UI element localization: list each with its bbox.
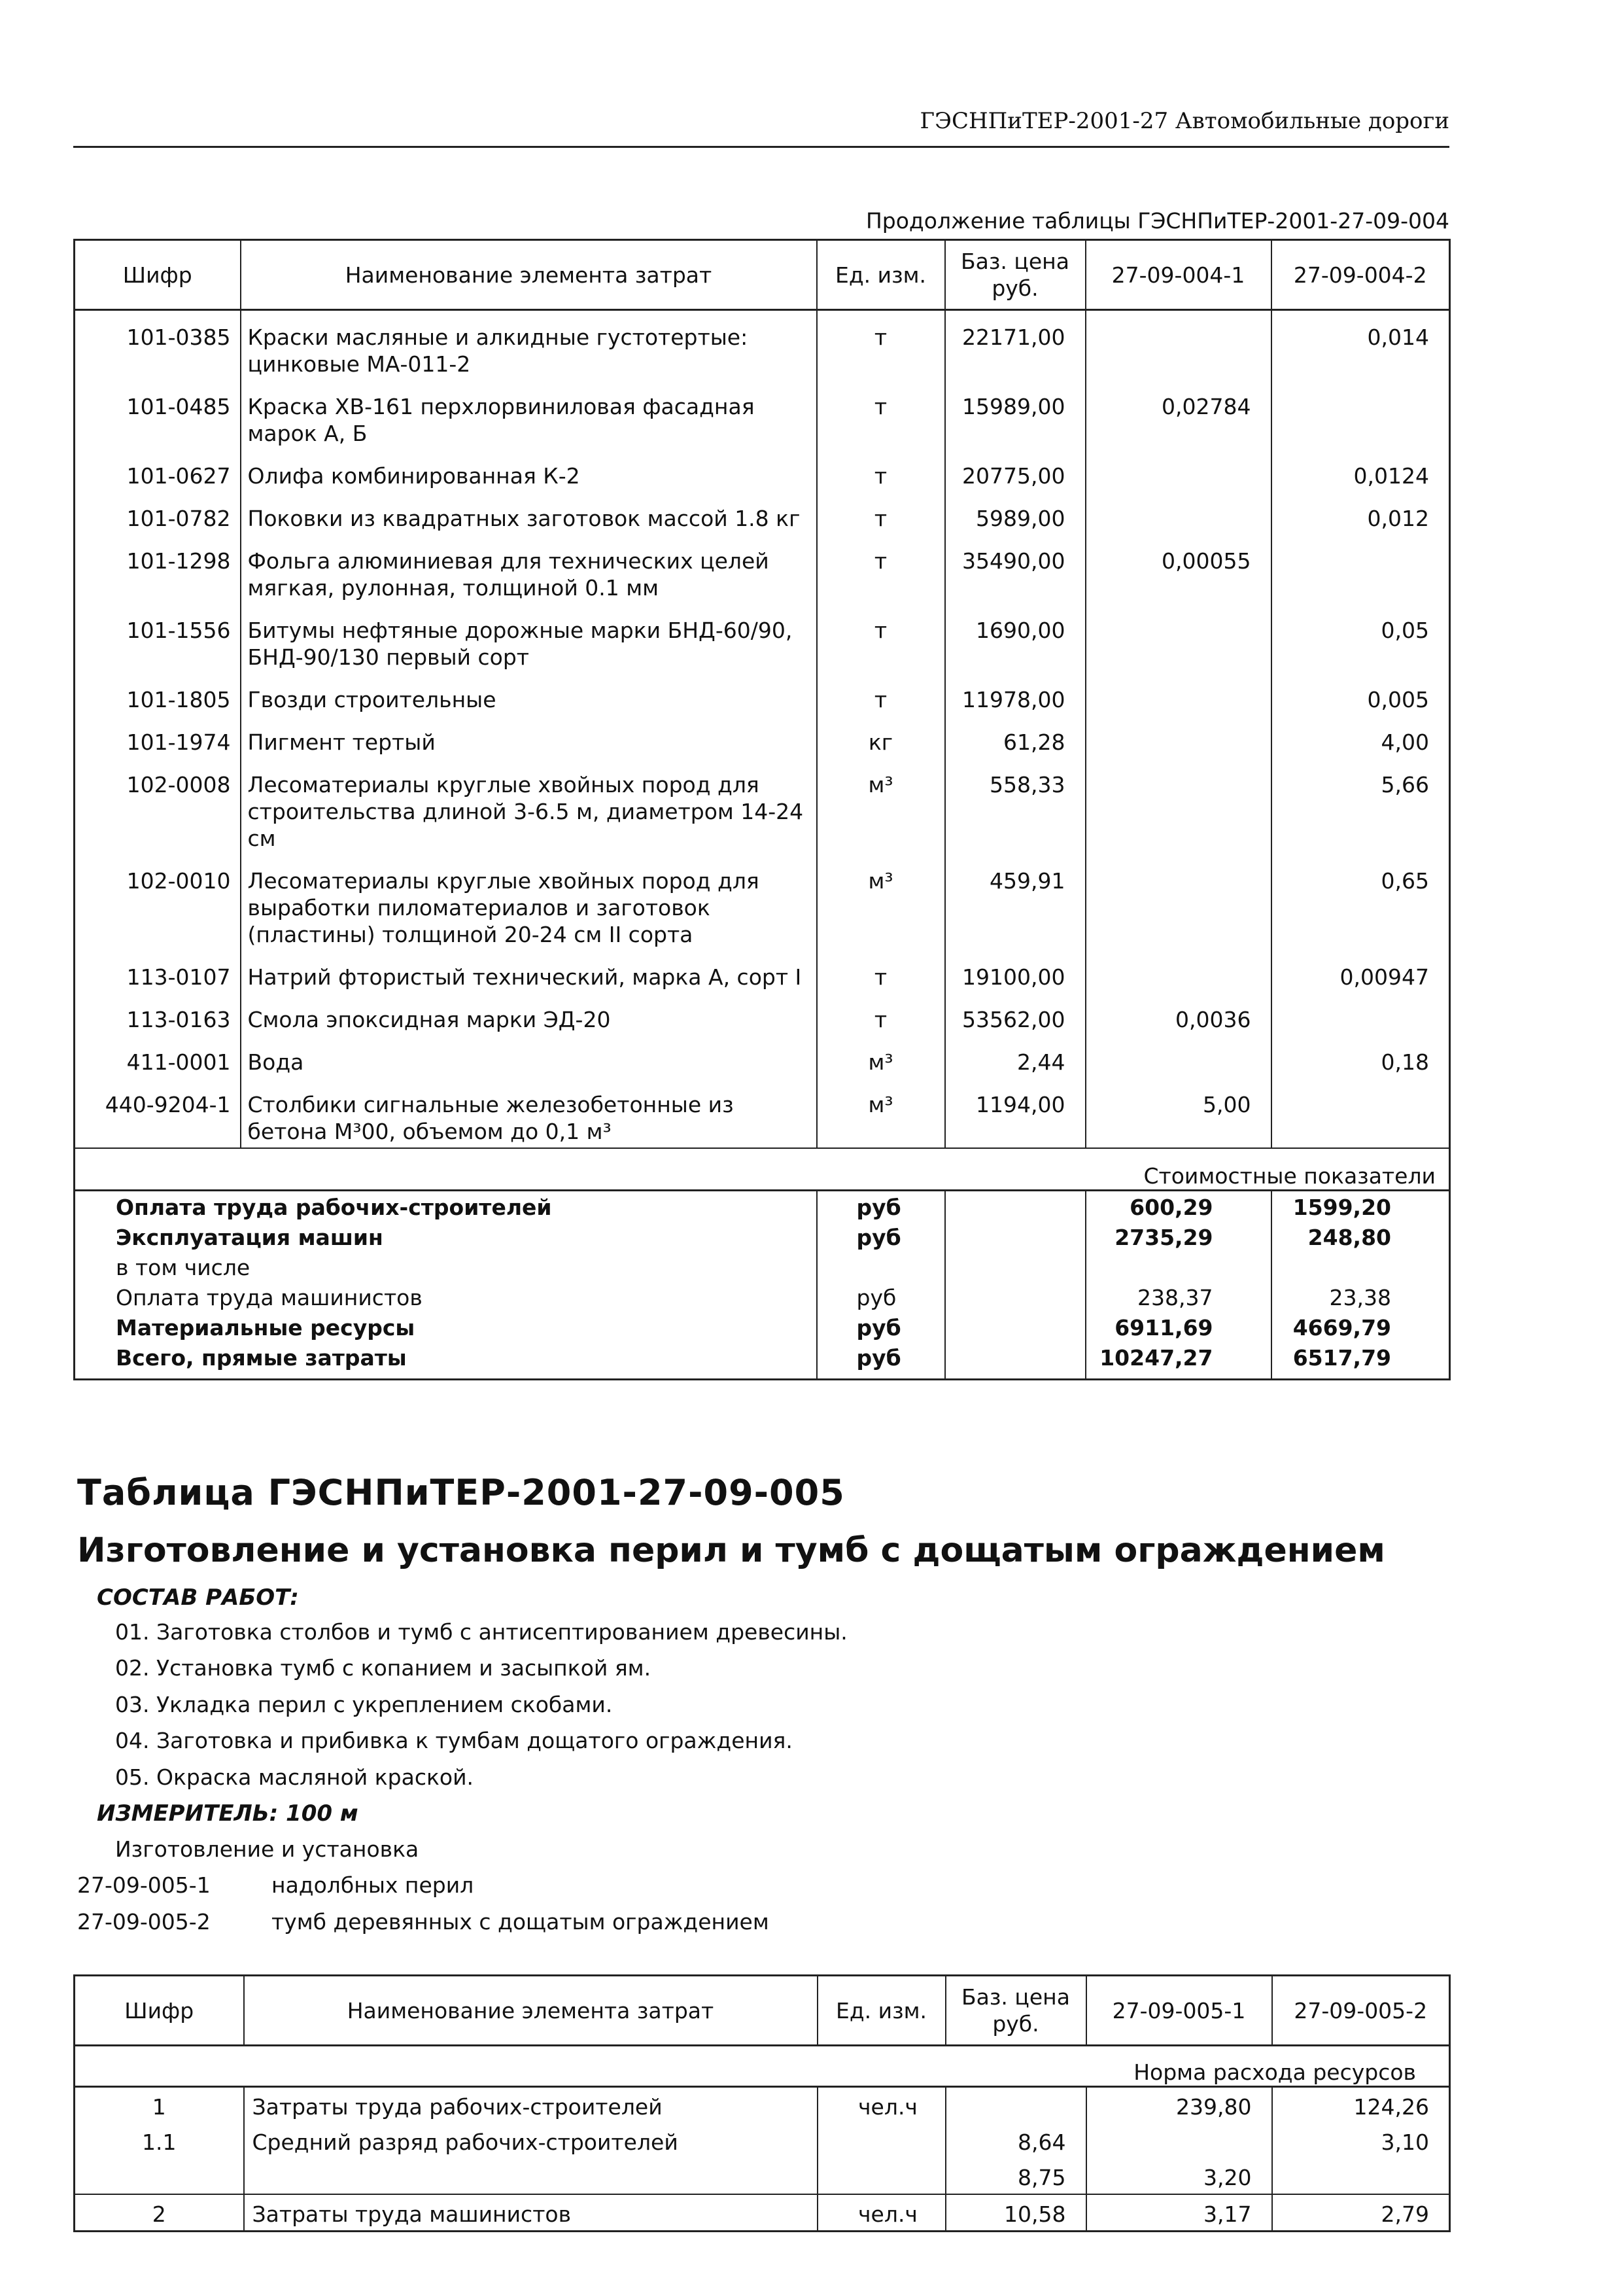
- resource-name: Лесоматериалы круглые хвойных пород для строительства длиной 3-6.5 м, диаметром 14-24 см: [241, 758, 817, 854]
- summary-row: [75, 1253, 1450, 1283]
- summary-caption: Стоимостные показатели: [75, 1148, 1450, 1191]
- summary-price-empty: [945, 1253, 1086, 1283]
- table-row: [75, 758, 1450, 854]
- resource-code: 101-1556: [126, 618, 231, 643]
- norm-value-2: 0,012: [1271, 492, 1450, 534]
- unit-of-measure: [818, 2123, 946, 2158]
- column-header: 27-09-004-2: [1271, 240, 1450, 310]
- norm-value-2: [1271, 534, 1450, 604]
- summary-caption-row: [75, 1148, 1450, 1191]
- column-header: Шифр: [75, 240, 241, 310]
- summary-value-2: 1599,20: [1271, 1191, 1450, 1223]
- resource-code: 113-0163: [126, 1007, 231, 1032]
- norm-value-1: 0,00055: [1086, 534, 1271, 604]
- resource-code: 101-0627: [126, 463, 231, 489]
- column-header: 27-09-005-2: [1272, 1976, 1450, 2046]
- work-item: 04. Заготовка и прибивка к тумбам дощатого ограждения.: [115, 1728, 793, 1753]
- unit-of-measure: т: [817, 310, 945, 381]
- works-label: СОСТАВ РАБОТ:: [97, 1585, 299, 1611]
- resource-code: 101-1974: [126, 729, 231, 755]
- item-code: 27-09-005-2: [77, 1909, 211, 1935]
- work-item: 05. Окраска масляной краской.: [115, 1764, 474, 1790]
- resource-name: Краска ХВ-161 перхлорвиниловая фасадная марок А, Б: [241, 380, 817, 449]
- column-header: 27-09-005-1: [1086, 1976, 1272, 2046]
- base-price: 459,91: [945, 854, 1086, 951]
- table-row: [75, 492, 1450, 534]
- resource-name: [244, 2158, 818, 2194]
- base-price: 1194,00: [945, 1078, 1086, 1148]
- summary-value-2: 248,80: [1271, 1223, 1450, 1253]
- column-header: Ед. изм.: [817, 240, 945, 310]
- item-text: тумб деревянных с дощатым ограждением: [271, 1909, 769, 1935]
- norm-value-1: [1086, 2123, 1272, 2158]
- resource-name: Пигмент тертый: [241, 716, 817, 758]
- summary-price-empty: [945, 1223, 1086, 1253]
- meter-description: Изготовление и установка: [115, 1836, 419, 1862]
- norm-value-2: 124,26: [1272, 2087, 1450, 2124]
- resource-code: [75, 2158, 244, 2194]
- column-header: Наименование элемента затрат: [241, 240, 817, 310]
- summary-unit: руб: [817, 1313, 945, 1343]
- summary-price-empty: [945, 1283, 1086, 1313]
- table-row: [75, 993, 1450, 1036]
- summary-name: Оплата труда рабочих-строителей: [116, 1195, 552, 1220]
- norm-value-2: 0,00947: [1271, 951, 1450, 993]
- summary-unit: руб: [817, 1223, 945, 1253]
- column-header: Шифр: [75, 1976, 244, 2046]
- base-price: 15989,00: [945, 380, 1086, 449]
- column-header: Ед. изм.: [818, 1976, 946, 2046]
- unit-of-measure: м³: [817, 854, 945, 951]
- running-header: ГЭСНПиТЕР-2001-27 Автомобильные дороги: [920, 108, 1449, 134]
- table-row: [75, 310, 1450, 381]
- resource-code: 101-0385: [126, 324, 231, 350]
- summary-value-2: 6517,79: [1271, 1343, 1450, 1380]
- unit-of-measure: м³: [817, 1078, 945, 1148]
- section-subtitle: Изготовление и установка перил и тумб с дощатым ограждением: [77, 1531, 1385, 1570]
- summary-row: [75, 1191, 1450, 1223]
- column-header: Наименование элемента затрат: [244, 1976, 818, 2046]
- norm-value-1: 0,0036: [1086, 993, 1271, 1036]
- resource-table-005: [73, 1974, 1451, 2232]
- base-price: 22171,00: [945, 310, 1086, 381]
- norm-value-1: [1086, 1036, 1271, 1078]
- summary-row: [75, 1313, 1450, 1343]
- resource-code: 102-0010: [126, 868, 231, 894]
- unit-of-measure: т: [817, 534, 945, 604]
- base-price: 8,75: [946, 2158, 1086, 2194]
- summary-name: Всего, прямые затраты: [75, 1343, 817, 1380]
- summary-value-1: 600,29: [1086, 1191, 1271, 1223]
- base-price: 11978,00: [945, 673, 1086, 716]
- meter-label: ИЗМЕРИТЕЛЬ: 100 м: [97, 1800, 358, 1827]
- base-price: 10,58: [946, 2194, 1086, 2232]
- section-title: Таблица ГЭСНПиТЕР-2001-27-09-005: [77, 1472, 845, 1513]
- table-row: [75, 380, 1450, 449]
- item-text: надолбных перил: [271, 1872, 474, 1898]
- resource-name: Затраты труда рабочих-строителей: [244, 2087, 818, 2124]
- resource-code: 2: [75, 2194, 244, 2232]
- norm-value-2: 0,014: [1271, 310, 1450, 381]
- norm-value-1: [1086, 854, 1271, 951]
- summary-value-1: 238,37: [1086, 1283, 1271, 1313]
- resource-table-004: [73, 239, 1451, 1380]
- base-price: [946, 2087, 1086, 2124]
- resource-code: 101-1298: [126, 548, 231, 574]
- header-rule: [73, 146, 1449, 148]
- norm-value-1: [1086, 758, 1271, 854]
- norm-caption-row: [75, 2046, 1450, 2087]
- unit-of-measure: [818, 2158, 946, 2194]
- base-price: 19100,00: [945, 951, 1086, 993]
- norm-value-2: 3,10: [1272, 2123, 1450, 2158]
- norm-value-2: [1271, 993, 1450, 1036]
- unit-of-measure: т: [817, 993, 945, 1036]
- table-row: [75, 1078, 1450, 1148]
- resource-name: Вода: [241, 1036, 817, 1078]
- norm-value-2: [1271, 380, 1450, 449]
- summary-unit: руб: [817, 1191, 945, 1223]
- summary-value-1: 2735,29: [1086, 1223, 1271, 1253]
- resource-name: Затраты труда машинистов: [244, 2194, 818, 2232]
- norm-value-2: 0,65: [1271, 854, 1450, 951]
- norm-value-2: 2,79: [1272, 2194, 1450, 2232]
- table-row: [75, 716, 1450, 758]
- work-item: 03. Укладка перил с укреплением скобами.: [115, 1692, 613, 1717]
- resource-code: 101-0485: [126, 394, 231, 419]
- norm-value-2: 0,05: [1271, 604, 1450, 673]
- item-code: 27-09-005-1: [77, 1872, 211, 1898]
- summary-row: [75, 1343, 1450, 1380]
- table-row: [75, 1036, 1450, 1078]
- norm-value-1: 3,17: [1086, 2194, 1272, 2232]
- unit-of-measure: т: [817, 673, 945, 716]
- resource-name: Поковки из квадратных заготовок массой 1.8 кг: [241, 492, 817, 534]
- column-header: Баз. цена руб.: [945, 240, 1086, 310]
- base-price: 2,44: [945, 1036, 1086, 1078]
- norm-value-2: 4,00: [1271, 716, 1450, 758]
- resource-name: Краски масляные и алкидные густотертые: цинковые МА-011-2: [241, 310, 817, 381]
- summary-row: [75, 1223, 1450, 1253]
- unit-of-measure: кг: [817, 716, 945, 758]
- unit-of-measure: т: [817, 951, 945, 993]
- unit-of-measure: т: [817, 492, 945, 534]
- resource-name: Смола эпоксидная марки ЭД-20: [241, 993, 817, 1036]
- summary-name: Оплата труда машинистов: [116, 1285, 423, 1310]
- table-continuation-label: Продолжение таблицы ГЭСНПиТЕР-2001-27-09-004: [865, 208, 1449, 234]
- table-header-row: [75, 1976, 1450, 2046]
- norm-value-1: [1086, 310, 1271, 381]
- column-header: Баз. цена руб.: [946, 1976, 1086, 2046]
- norm-value-1: [1086, 951, 1271, 993]
- norm-value-1: [1086, 604, 1271, 673]
- unit-of-measure: чел.ч: [818, 2194, 946, 2232]
- resource-name: Лесоматериалы круглые хвойных пород для выработки пиломатериалов и заготовок (пластины) толщиной 20-24 см II сорта: [241, 854, 817, 951]
- norm-value-1: [1086, 492, 1271, 534]
- summary-value-2: 4669,79: [1271, 1313, 1450, 1343]
- norm-value-1: 0,02784: [1086, 380, 1271, 449]
- norm-value-2: 5,66: [1271, 758, 1450, 854]
- summary-value-1: 6911,69: [1086, 1313, 1271, 1343]
- resource-code: 411-0001: [126, 1049, 231, 1075]
- resource-code: 101-0782: [126, 506, 231, 531]
- norm-caption: Норма расхода ресурсов: [75, 2046, 1450, 2087]
- base-price: 1690,00: [945, 604, 1086, 673]
- summary-name: Материальные ресурсы: [116, 1315, 415, 1340]
- summary-unit: [817, 1253, 945, 1283]
- table-header-row: [75, 240, 1450, 310]
- unit-of-measure: т: [817, 380, 945, 449]
- resource-name: Средний разряд рабочих-строителей: [244, 2123, 818, 2158]
- summary-value-2: 23,38: [1271, 1283, 1450, 1313]
- work-item: 02. Установка тумб с копанием и засыпкой ям.: [115, 1655, 651, 1681]
- resource-code: 102-0008: [126, 772, 231, 797]
- norm-value-1: 3,20: [1086, 2158, 1272, 2194]
- summary-price-empty: [945, 1343, 1086, 1380]
- base-price: 53562,00: [945, 993, 1086, 1036]
- resource-code: 113-0107: [126, 964, 231, 990]
- unit-of-measure: т: [817, 449, 945, 492]
- norm-value-2: [1272, 2158, 1450, 2194]
- resource-code: 1: [152, 2094, 166, 2120]
- resource-name: Битумы нефтяные дорожные марки БНД-60/90, БНД-90/130 первый сорт: [241, 604, 817, 673]
- base-price: 8,64: [946, 2123, 1086, 2158]
- norm-value-1: [1086, 716, 1271, 758]
- resource-code: 1.1: [142, 2129, 177, 2155]
- unit-of-measure: м³: [817, 758, 945, 854]
- table-row: [75, 2194, 1450, 2232]
- column-header: 27-09-004-1: [1086, 240, 1271, 310]
- table-row: [75, 534, 1450, 604]
- unit-of-measure: чел.ч: [818, 2087, 946, 2124]
- summary-price-empty: [945, 1191, 1086, 1223]
- norm-value-1: 5,00: [1086, 1078, 1271, 1148]
- summary-name: в том числе: [116, 1255, 251, 1280]
- base-price: 558,33: [945, 758, 1086, 854]
- summary-unit: руб: [817, 1343, 945, 1380]
- resource-code: 440-9204-1: [105, 1092, 231, 1117]
- resource-name: Натрий фтористый технический, марка А, сорт I: [241, 951, 817, 993]
- norm-value-2: 0,0124: [1271, 449, 1450, 492]
- summary-unit: руб: [817, 1283, 945, 1313]
- norm-value-2: [1271, 1078, 1450, 1148]
- norm-value-1: 239,80: [1086, 2087, 1272, 2124]
- table-row: [75, 604, 1450, 673]
- resource-name: Гвозди строительные: [241, 673, 817, 716]
- resource-name: Олифа комбинированная К-2: [241, 449, 817, 492]
- summary-value-1: 10247,27: [1086, 1343, 1271, 1380]
- unit-of-measure: т: [817, 604, 945, 673]
- table-row: [75, 2158, 1450, 2194]
- work-item: 01. Заготовка столбов и тумб с антисептированием древесины.: [115, 1619, 848, 1645]
- norm-value-1: [1086, 673, 1271, 716]
- norm-value-2: 0,18: [1271, 1036, 1450, 1078]
- table-row: [75, 854, 1450, 951]
- resource-name: Фольга алюминиевая для технических целей мягкая, рулонная, толщиной 0.1 мм: [241, 534, 817, 604]
- table-row: [75, 951, 1450, 993]
- base-price: 35490,00: [945, 534, 1086, 604]
- resource-code: 101-1805: [126, 687, 231, 712]
- table-row: [75, 2087, 1450, 2124]
- base-price: 61,28: [945, 716, 1086, 758]
- table-row: [75, 673, 1450, 716]
- summary-value-1: [1086, 1253, 1271, 1283]
- table-row: [75, 449, 1450, 492]
- norm-value-2: 0,005: [1271, 673, 1450, 716]
- summary-row: [75, 1283, 1450, 1313]
- unit-of-measure: м³: [817, 1036, 945, 1078]
- summary-value-2: [1271, 1253, 1450, 1283]
- norm-value-1: [1086, 449, 1271, 492]
- summary-price-empty: [945, 1313, 1086, 1343]
- table-row: [75, 2123, 1450, 2158]
- base-price: 20775,00: [945, 449, 1086, 492]
- base-price: 5989,00: [945, 492, 1086, 534]
- summary-name: Эксплуатация машин: [116, 1225, 383, 1250]
- resource-name: Столбики сигнальные железобетонные из бетона М³00, объемом до 0,1 м³: [241, 1078, 817, 1148]
